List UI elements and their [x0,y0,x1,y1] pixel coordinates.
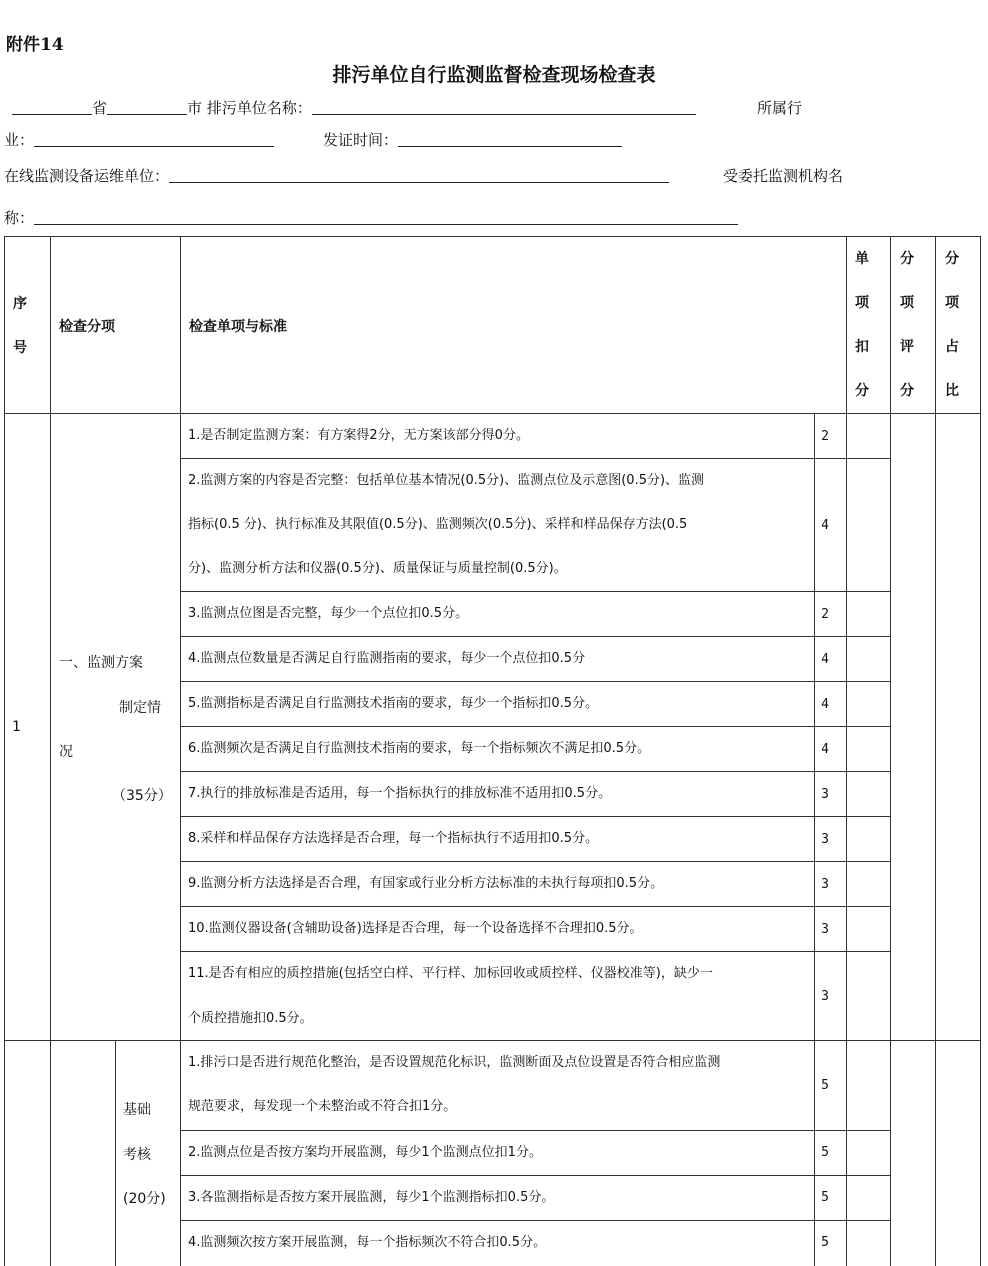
section1-item-1: 1.是否制定监测方案：有方案得2分，无方案该部分得0分。 [188,428,529,443]
grid-line [890,236,891,1266]
section1-category-line: 制定情 [119,700,161,716]
header-seq-char: 序 [13,296,27,312]
section2-item-3: 3.各监测指标是否按方案开展监测，每少1个监测指标扣0.5分。 [188,1190,555,1205]
section1-item-7: 7.执行的排放标准是否适用，每一个指标执行的排放标准不适用扣0.5分。 [188,786,612,801]
section1-score: 2 [821,429,829,444]
header-ratio-char: 比 [945,383,959,399]
section1-score: 4 [821,518,829,533]
section1-item-8: 8.采样和样品保存方法选择是否合理，每一个指标执行不适用扣0.5分。 [188,831,599,846]
section1-item-2: 指标(0.5 分)、执行标准及其限值(0.5分)、监测频次(0.5分)、采样和样品保存方法(0.5 [188,517,688,532]
section1-item-10: 10.监测仪器设备(含辅助设备)选择是否合理，每一个设备选择不合理扣0.5分。 [188,921,643,936]
section2-score: 5 [821,1078,829,1093]
agency-label-b: 称： [4,209,35,227]
section2-score: 5 [821,1145,829,1160]
section1-score: 3 [821,787,829,802]
section2-score: 5 [821,1190,829,1205]
header-deduct [852,237,872,413]
grid-line [4,236,5,1266]
section2-item-1: 1.排污口是否进行规范化整治，是否设置规范化标识，监测断面及点位设置是否符合相应监测 [188,1055,721,1070]
grid-line [180,236,181,1266]
header-seq [10,282,30,370]
header-eval-char: 分 [900,383,914,399]
header-deduct-char: 分 [855,383,869,399]
section1-score: 3 [821,877,829,892]
section1-item-9: 9.监测分析方法选择是否合理，有国家或行业分析方法标准的未执行每项扣0.5分。 [188,876,664,891]
header-deduct-char: 单 [855,251,869,267]
form-title: 排污单位自行监测监督检查现场检查表 [332,64,656,86]
section1-item-2: 2.监测方案的内容是否完整：包括单位基本情况(0.5分)、监测点位及示意图(0.5分)、监测 [188,473,705,488]
ops-unit-label: 在线监测设备运维单位： [4,167,170,185]
section1-item-3: 3.监测点位图是否完整，每少一个点位扣0.5分。 [188,606,469,621]
section1-item-4: 4.监测点位数量是否满足自行监测指南的要求，每少一个点位扣0.5分 [188,651,586,666]
section1-item-11: 11.是否有相应的质控措施(包括空白样、平行样、加标回收或质控样、仪器校准等)，缺少一 [188,966,713,981]
header-ratio [942,237,962,413]
header-eval [897,237,917,413]
grid-line [935,236,936,1266]
section2-sub-line: 基础 [123,1102,151,1118]
city-suffix: 市 [187,99,203,117]
header-eval-char: 评 [900,339,914,355]
header-eval-char: 项 [900,295,914,311]
section1-item-2: 分)、监测分析方法和仪器(0.5分)、质量保证与质量控制(0.5分)。 [188,561,567,576]
grid-line [50,236,51,1266]
grid-line [115,1040,116,1266]
section2-sub-line: 考核 [123,1147,151,1163]
section1-item-6: 6.监测频次是否满足自行监测技术指南的要求，每一个指标频次不满足扣0.5分。 [188,741,651,756]
header-ratio-char: 项 [945,295,959,311]
section2-sub-line: (20分) [123,1191,166,1207]
section2-item-1: 规范要求，每发现一个未整治或不符合扣1分。 [188,1099,457,1114]
industry-label-b: 业： [4,131,35,149]
agency-label-a: 受委托监测机构名 [723,167,844,185]
grid-line [846,236,847,1266]
header-seq-char: 号 [13,340,27,356]
attachment-label: 附件14 [6,35,64,55]
section1-score: 4 [821,697,829,712]
header-category: 检查分项 [59,319,115,335]
issue-time-label: 发证时间： [323,131,399,149]
header-ratio-char: 占 [945,339,959,355]
header-ratio-char: 分 [945,251,959,267]
section1-category-line: 况 [59,744,73,760]
header-deduct-char: 项 [855,295,869,311]
section1-item-5: 5.监测指标是否满足自行监测技术指南的要求，每少一个指标扣0.5分。 [188,696,599,711]
section2-item-2: 2.监测点位是否按方案均开展监测，每少1个监测点位扣1分。 [188,1145,542,1160]
section1-score: 4 [821,742,829,757]
section1-score: 3 [821,832,829,847]
section2-score: 5 [821,1235,829,1250]
unit-name-label: 排污单位名称： [206,99,312,117]
grid-line [980,236,981,1266]
section1-category-line: （35分） [112,788,172,804]
province-suffix: 省 [92,99,108,117]
section1-score: 4 [821,652,829,667]
section1-score: 3 [821,922,829,937]
section2-item-4: 4.监测频次按方案开展监测，每一个指标频次不符合扣0.5分。 [188,1235,547,1250]
section1-score: 3 [821,989,829,1004]
header-eval-char: 分 [900,251,914,267]
header-item: 检查单项与标准 [189,319,287,335]
section1-item-11: 个质控措施扣0.5分。 [188,1011,313,1026]
grid-line [4,236,981,237]
industry-label-a: 所属行 [757,99,803,117]
section1-seq: 1 [12,719,21,735]
section1-category-line: 一、监测方案 [59,655,143,671]
header-deduct-char: 扣 [855,339,869,355]
section1-score: 2 [821,607,829,622]
